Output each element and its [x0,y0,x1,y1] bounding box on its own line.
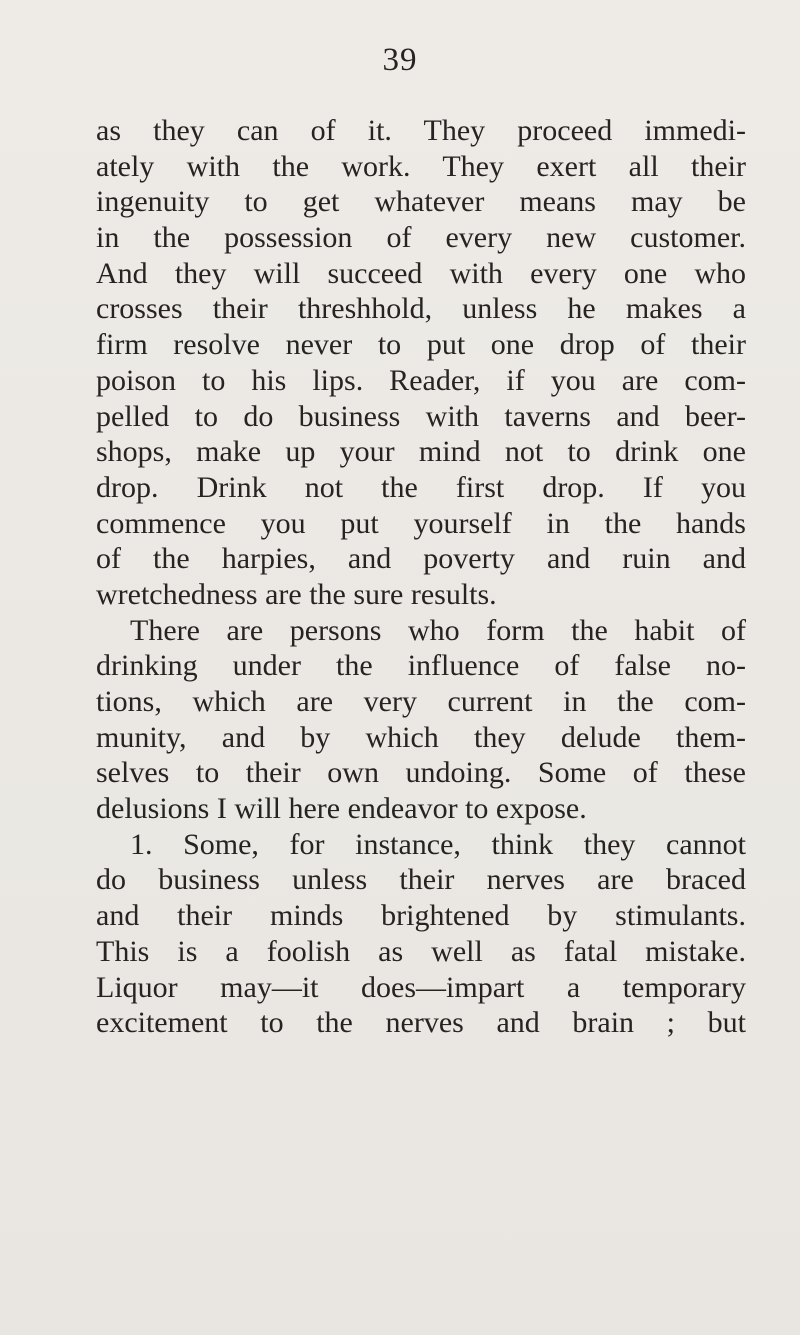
text-line: tions, which are very current in the com- [96,685,746,718]
paragraph-start-line: There are persons who form the habit of [130,613,746,647]
text-line: crosses their threshhold, unless he makes a [96,292,746,326]
text-line: Liquor may—it does—impart a temporary [96,970,746,1004]
text-line: excitement to the nerves and brain ; but [96,1006,746,1040]
text-line: do business unless their nerves are braced [96,863,746,897]
text-line: ingenuity to get whatever means may be [96,185,746,219]
text-line: as they can of it. They proceed immedi- [96,114,746,147]
text-line: in the possession of every new customer. [96,221,746,255]
body-text [96,113,746,1041]
paragraph-end-line: delusions I will here endeavor to expose. [96,792,587,826]
paragraph-start-line: 1. Some, for instance, think they cannot [130,827,746,861]
page-number: 39 [382,42,418,78]
text-line: munity, and by which they delude them- [96,720,746,754]
text-line: ately with the work. They exert all their [96,149,746,183]
text-line: firm resolve never to put one drop of their [96,328,746,362]
text-line: selves to their own undoing. Some of these [96,756,746,790]
text-line: And they will succeed with every one who [96,256,746,290]
paragraph-end-line: wretchedness are the sure results. [96,577,497,611]
text-line: shops, make up your mind not to drink one [96,435,746,469]
text-line: commence you put yourself in the hands [96,506,746,540]
text-line: This is a foolish as well as fatal mistake. [96,934,746,968]
text-line: drinking under the influence of false no- [96,649,746,683]
text-line: pelled to do business with taverns and beer- [96,399,746,433]
text-line: of the harpies, and poverty and ruin and [96,542,746,576]
text-line: poison to his lips. Reader, if you are com- [96,363,746,397]
text-line: drop. Drink not the first drop. If you [96,470,746,504]
text-line: and their minds brightened by stimulants. [96,899,746,933]
